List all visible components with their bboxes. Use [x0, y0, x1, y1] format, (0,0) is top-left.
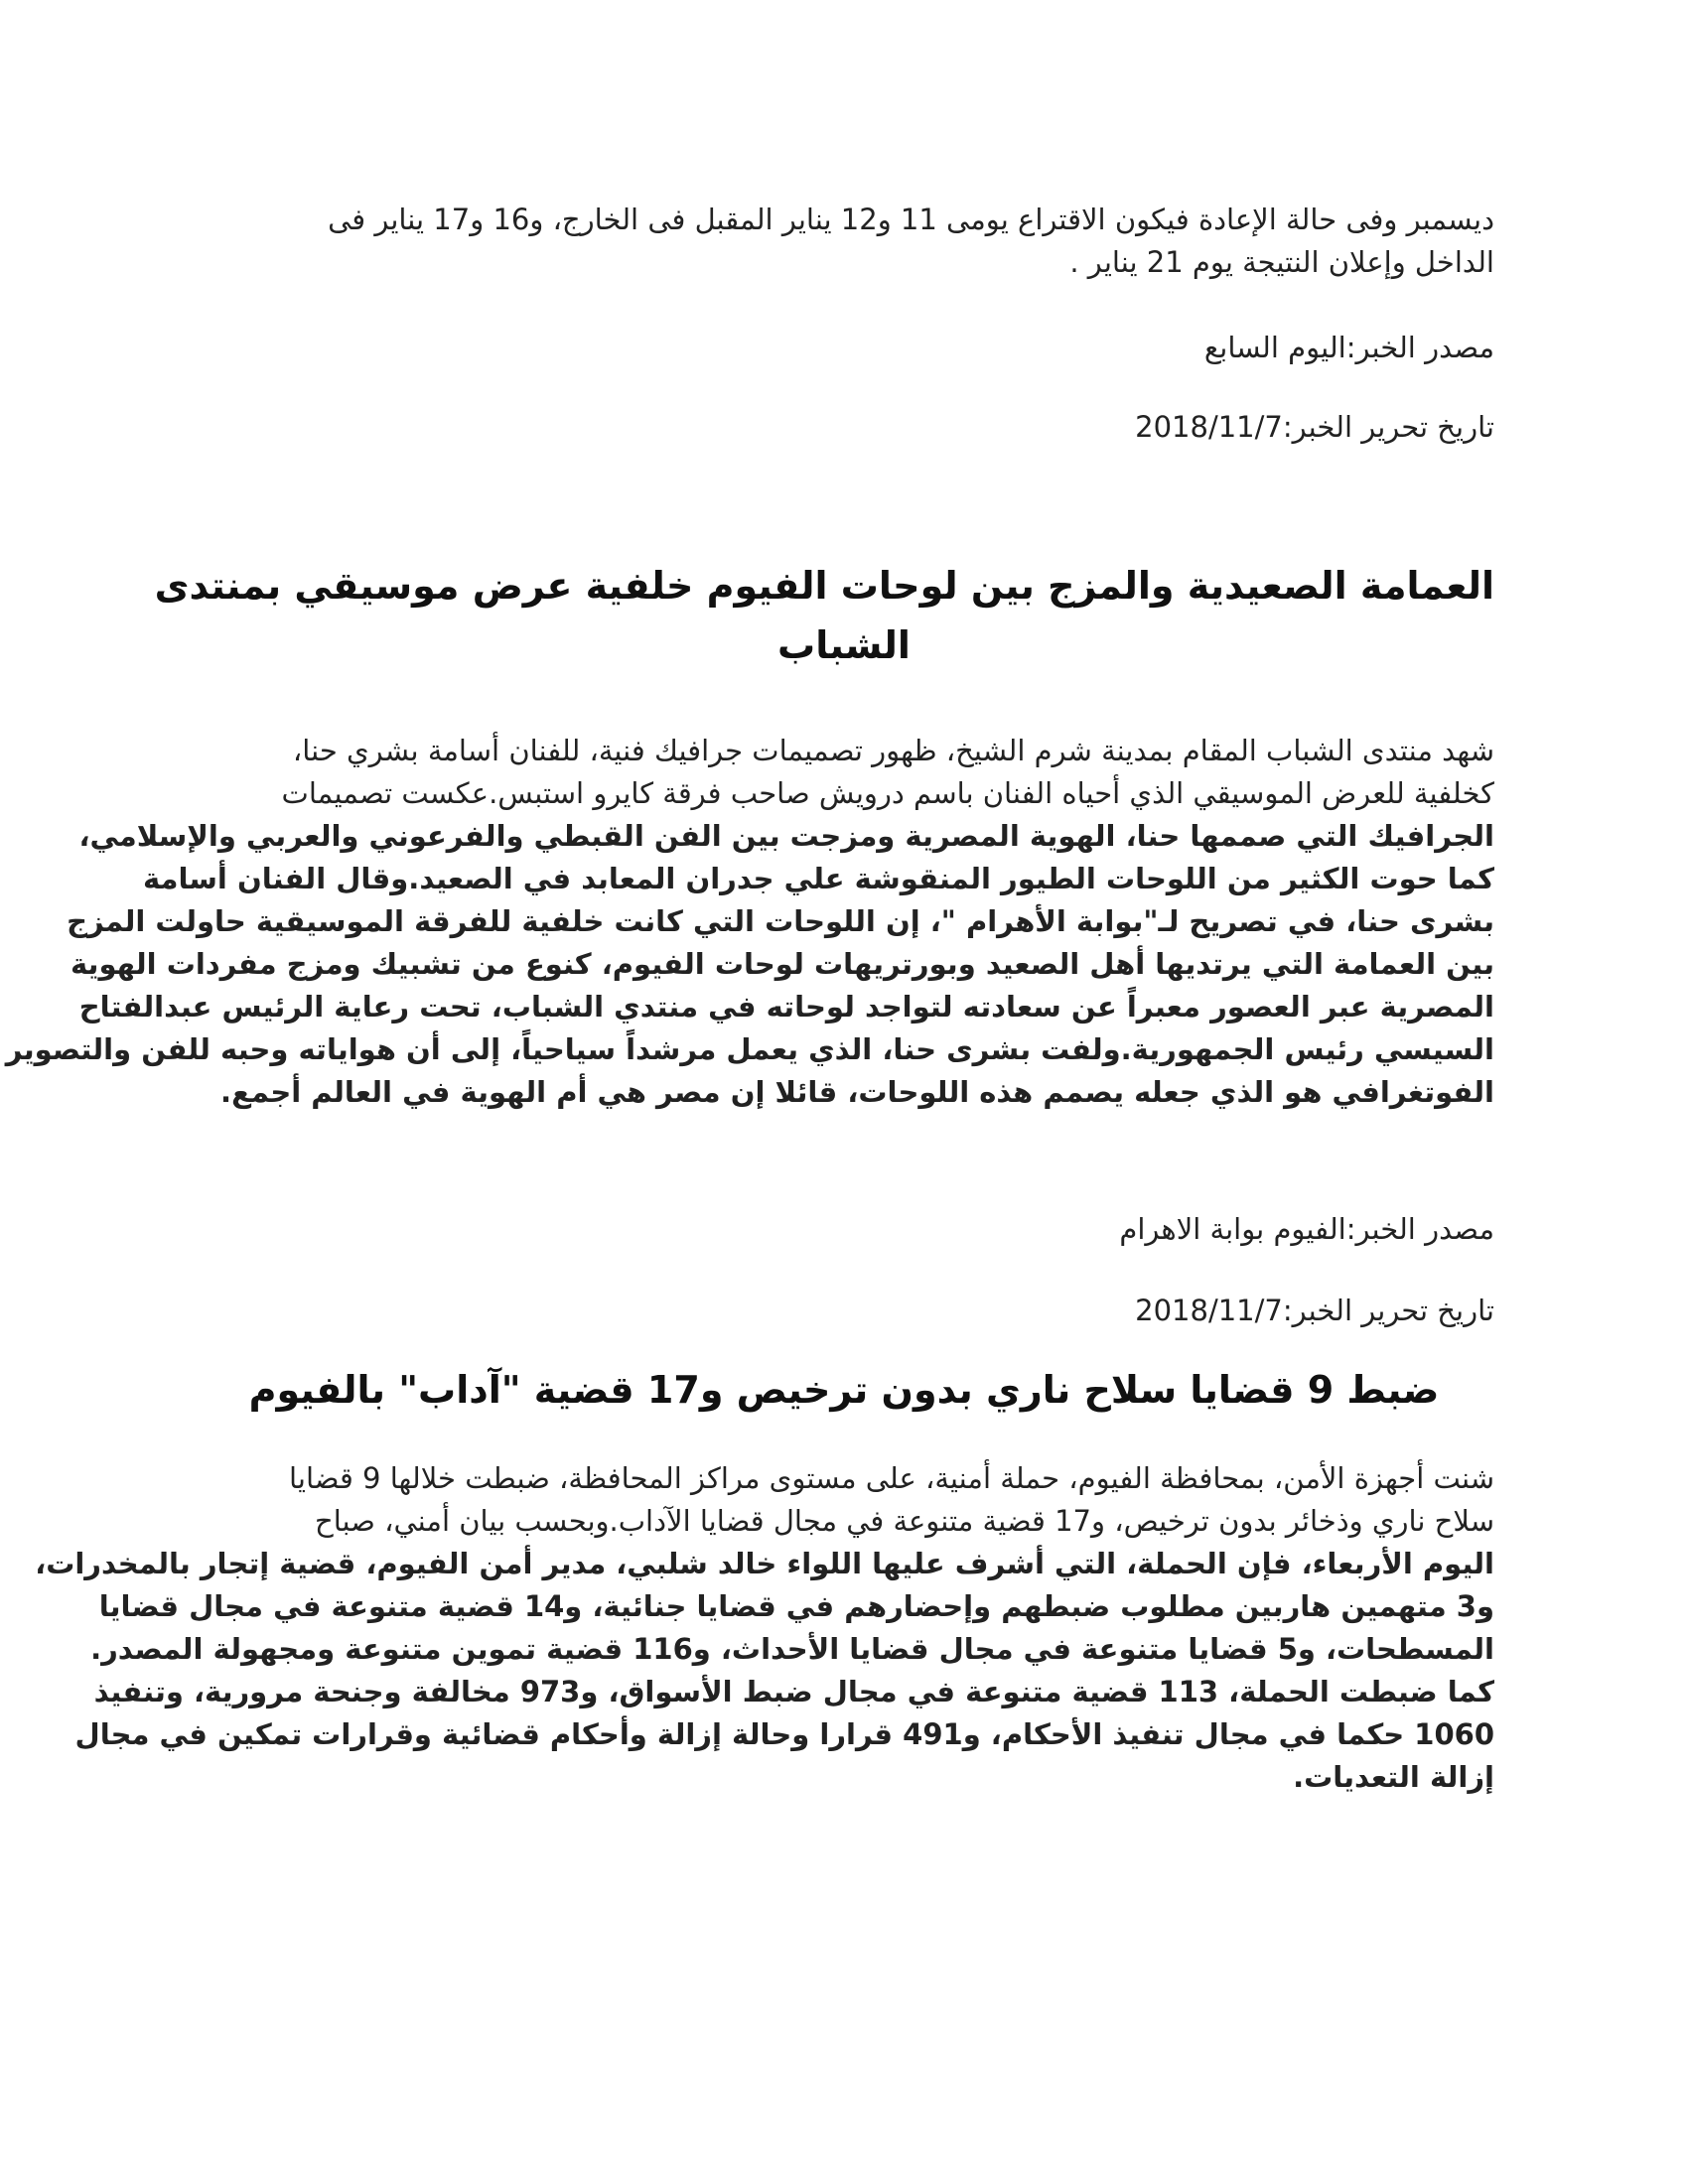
article1-body: [5, 730, 1494, 1114]
article2-body-line: و3 متهمين هاربين مطلوب ضبطهم وإحضارهم في قضايا جنائية، و14 قضية متنوعة في مجال قضايا: [98, 1589, 1494, 1623]
article2-body-line: سلاح ناري وذخائر بدون ترخيص، و17 قضية متنوعة في مجال قضايا الآداب.وبحسب بيان أمني، صباح: [314, 1504, 1494, 1538]
article1-body-line: السيسي رئيس الجمهورية.ولفت بشرى حنا، الذي يعمل مرشداً سياحياً، إلى أن هواياته وحبه للفن والتصوير: [5, 1032, 1494, 1066]
article1-title-line: الشباب: [777, 623, 911, 667]
article1-body-line: الفوتغرافي هو الذي جعله يصمم هذه اللوحات، قائلا إن مصر هي أم الهوية في العالم أجمع.: [220, 1075, 1494, 1109]
article2-body-line: المسطحات، و5 قضايا متنوعة في مجال قضايا الأحداث، و116 قضية تموين متنوعة ومجهولة المصدر.: [90, 1632, 1494, 1666]
article2-body: [35, 1457, 1494, 1799]
article1-body-line: كخلفية للعرض الموسيقي الذي أحياه الفنان باسم درويش صاحب فرقة كايرو استبس.عكست تصميمات: [281, 776, 1494, 810]
article2-body-line: اليوم الأربعاء، فإن الحملة، التي أشرف عليها اللواء خالد شلبي، مدير أمن الفيوم، قضية إتجار بالمخدرات،: [35, 1547, 1494, 1580]
article2-body-line: إزالة التعديات.: [1293, 1760, 1494, 1794]
article1-body-line: الجرافيك التي صممها حنا، الهوية المصرية ومزجت بين الفن القبطي والفرعوني والعربي والإسلامي،: [78, 819, 1494, 853]
article1-body-line: بشرى حنا، في تصريح لـ"بوابة الأهرام "، إن اللوحات التي كانت خلفية للفرقة الموسيقية حاولت المزج: [67, 904, 1494, 938]
article2-title-line: ضبط 9 قضايا سلاح ناري بدون ترخيص و17 قضية "آداب" بالفيوم: [248, 1368, 1440, 1412]
article2-title: [194, 1360, 1494, 1420]
intro-paragraph: [194, 199, 1494, 284]
intro-source: مصدر الخبر:اليوم السابع: [1203, 331, 1494, 364]
article1-title-line: العمامة الصعيدية والمزج بين لوحات الفيوم خلفية عرض موسيقي بمنتدى: [154, 564, 1494, 608]
article1-date: تاريخ تحرير الخبر:2018/11/7: [1135, 1294, 1494, 1327]
article2-body-line: شنت أجهزة الأمن، بمحافظة الفيوم، حملة أمنية، على مستوى مراكز المحافظة، ضبطت خلالها 9 قضايا: [289, 1461, 1494, 1495]
intro-line: الداخل وإعلان النتيجة يوم 21 يناير .: [1069, 245, 1494, 279]
article2-body-line: كما ضبطت الحملة، 113 قضية متنوعة في مجال ضبط الأسواق، و973 مخالفة وجنحة مرورية، وتنفيذ: [93, 1675, 1494, 1708]
intro-date: تاريخ تحرير الخبر:2018/11/7: [1135, 410, 1494, 444]
article1-body-line: كما حوت الكثير من اللوحات الطيور المنقوشة علي جدران المعابد في الصعيد.وقال الفنان أسامة: [142, 862, 1494, 895]
article2-body-line: 1060 حكما في مجال تنفيذ الأحكام، و491 قرارا وحالة إزالة وأحكام قضائية وقرارات تمكين في مجال: [74, 1717, 1494, 1751]
article1-body-line: بين العمامة التي يرتديها أهل الصعيد وبورتريهات لوحات الفيوم، كنوع من تشبيك ومزج مفردات الهوية: [70, 947, 1494, 981]
article1-title: [154, 556, 1494, 675]
article1-body-line: شهد منتدى الشباب المقام بمدينة شرم الشيخ، ظهور تصميمات جرافيك فنية، للفنان أسامة بشري حنا،: [292, 734, 1494, 767]
article1-body-line: المصرية عبر العصور معبراً عن سعادته لتواجد لوحاته في منتدي الشباب، تحت رعاية الرئيس عبدالفتاح: [78, 990, 1494, 1024]
intro-line: ديسمبر وفى حالة الإعادة فيكون الاقتراع يومى 11 و12 يناير المقبل فى الخارج، و16 و17 يناير فى: [328, 203, 1494, 236]
article1-source: مصدر الخبر:الفيوم بوابة الاهرام: [1119, 1212, 1494, 1246]
